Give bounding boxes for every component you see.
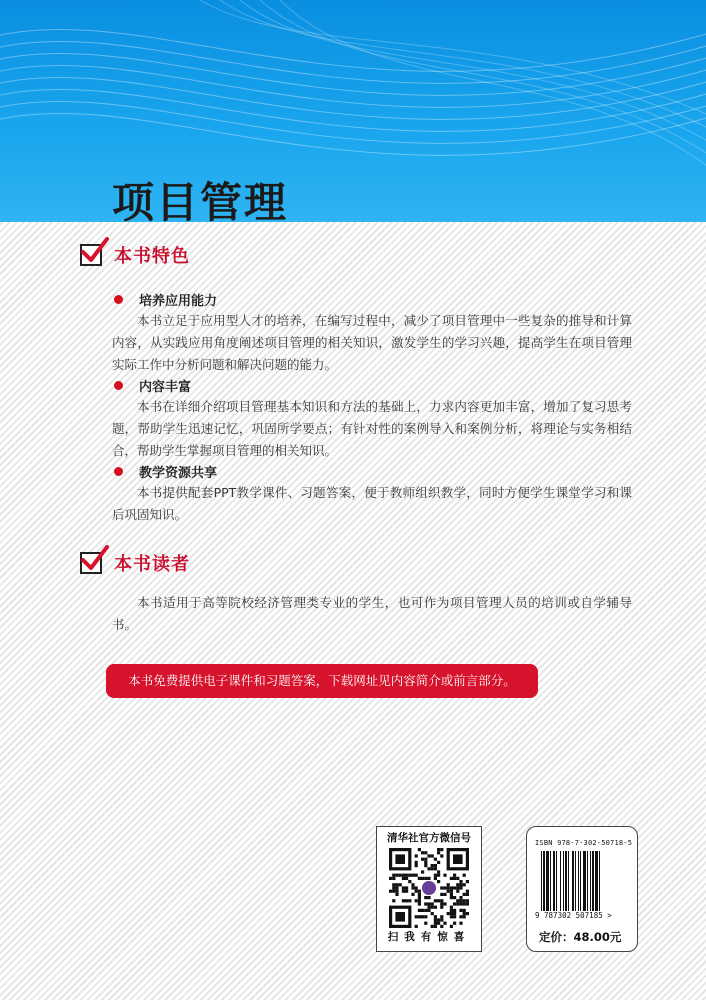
isbn-label: ISBN 978-7-302-50718-5: [535, 839, 633, 847]
readers-text: 本书适用于高等院校经济管理类专业的学生，也可作为项目管理人员的培训或自学辅导书。: [112, 595, 632, 632]
isbn-barcode-box: [526, 826, 638, 952]
feature-item-1-text: 本书立足于应用型人才的培养，在编写过程中，减少了项目管理中一些复杂的推导和计算内容，从实践应用角度阐述项目管理的相关知识，激发学生的学习兴趣，提高学生在项目管理实际工作中分析问题和解决问题的能力。: [112, 313, 632, 372]
barcode-digits: 9 787302 507185 >: [535, 911, 612, 920]
checkmark-icon: [80, 244, 102, 266]
feature-item-1-title: 培养应用能力: [139, 294, 218, 309]
readers-heading-row: [80, 550, 190, 576]
wechat-qr-box: [376, 826, 482, 952]
qr-code-icon[interactable]: [389, 848, 469, 928]
features-heading-row: [80, 242, 190, 268]
bullet-icon: [114, 467, 123, 476]
features-heading: 本书特色: [114, 246, 190, 267]
feature-item-3-text: 本书提供配套PPT教学课件、习题答案，便于教师组织教学，同时方便学生课堂学习和课后巩固知识。: [112, 485, 632, 522]
checkmark-icon: [80, 552, 102, 574]
barcode-icon: [541, 851, 627, 911]
feature-item-2-title: 内容丰富: [139, 380, 192, 395]
book-title: 项目管理: [112, 178, 289, 222]
feature-item-2-title-row: [114, 376, 191, 395]
qr-caption-bottom: 扫我有惊喜: [387, 931, 471, 943]
feature-item-1-title-row: [114, 290, 217, 309]
cover-blue-band: [0, 0, 706, 222]
readers-heading: 本书读者: [114, 554, 190, 575]
wave-pattern-graphic: [0, 0, 706, 222]
feature-item-3-title-row: [114, 462, 217, 481]
feature-item-3-title: 教学资源共享: [139, 466, 218, 481]
download-notice-banner: 本书免费提供电子课件和习题答案，下载网址见内容简介或前言部分。: [106, 664, 538, 698]
bullet-icon: [114, 295, 123, 304]
qr-caption-top: 清华社官方微信号: [387, 832, 471, 844]
feature-item-2-text: 本书在详细介绍项目管理基本知识和方法的基础上，力求内容更加丰富，增加了复习思考题，帮助学生迅速记忆，巩固所学要点；有针对性的案例导入和案例分析，将理论与实务相结合，帮助学生掌握项目管理的相关知识。: [112, 399, 632, 458]
bullet-icon: [114, 381, 123, 390]
price-label: 定价：48.00元: [539, 930, 622, 944]
